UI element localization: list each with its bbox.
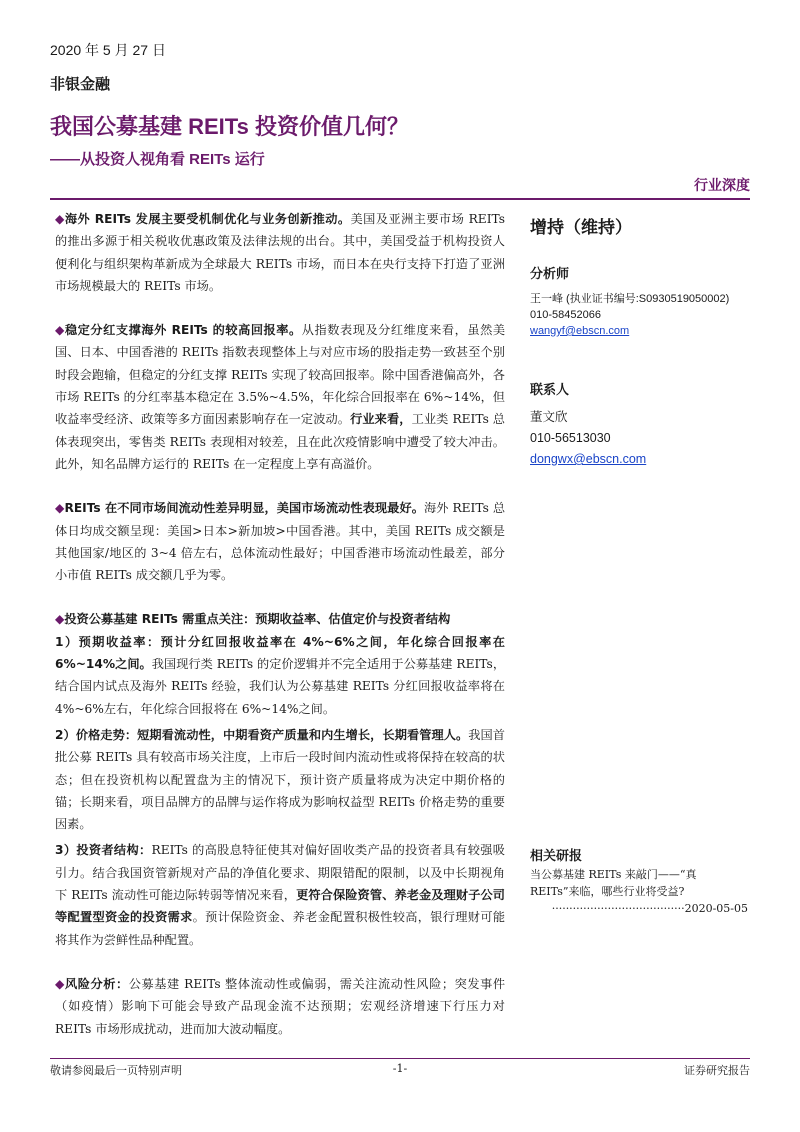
sidebar [530, 213, 760, 470]
sector-label: 非银金融 [50, 76, 111, 93]
paragraph-heading: 海外 REITs 发展主要受机制优化与业务创新推动。 [64, 212, 351, 226]
paragraph-risk [55, 973, 505, 1040]
analyst-phone: 010-58452066 [530, 309, 601, 321]
related-heading: 相关研报 [530, 848, 583, 863]
paragraph-subheading: 行业来看， [350, 412, 412, 427]
footer-divider [50, 1058, 750, 1059]
paragraph-heading: 风险分析： [64, 976, 129, 991]
contact-name: 董文欣 [530, 410, 568, 424]
report-type-label: 行业深度 [694, 177, 750, 193]
paragraph-liquidity [55, 497, 505, 586]
main-body [55, 208, 505, 1062]
report-title: 我国公募基建 REITs 投资价值几何？ [50, 114, 409, 139]
paragraph-text: 公募基建 REITs 整体流动性或偏弱，需关注流动性风险；突发事件（如疫情）影响下可能会导致产品现金流不达预期；宏观经济增速下行压力对 REITs 市场形成扰动，进而加大波动幅度。 [55, 976, 506, 1036]
report-subtitle: ——从投资人视角看 REITs 运行 [50, 151, 265, 168]
paragraph-text: 美国及亚洲主要市场 REITs 的推出多源于相关税收优惠政策及法律法规的出台。其中，美国受益于机构投资人便利化与组织架构革新成为全球最大 REITs 市场，而日本在央行支持下打造了亚洲市场规模最大的 REITs 市场。 [55, 212, 505, 293]
analyst-email-link[interactable]: wangyf@ebscn.com [530, 325, 630, 337]
paragraph-heading: 1）预期收益率：预计分红回报收益率在 4%~6%之间，年化综合回报率在 6%~14%之间。 [55, 634, 505, 672]
bullet-icon: ◆ [55, 323, 65, 338]
paragraph-investor-structure [55, 839, 505, 950]
footer-disclaimer: 敬请参阅最后一页特别声明 [50, 1064, 182, 1077]
header-divider [50, 198, 750, 200]
paragraph-text: 从指数表现及分红维度来看，虽然美国、日本、中国香港的 REITs 指数表现整体上与对应市场的股指走势一致甚至个别时段会跑输，但稳定的分红支撑 REITs 实现了较高回报率。除中国香港偏高外，各市场 REITs 的分红率基本稳定在 3.5%~4.5%，年化综合回报率在 6%~14%，但收益率受经济、政策等多方面因素影响存在一定波动。 [55, 323, 506, 427]
related-reports [530, 845, 748, 917]
related-report-date: ······································2020-05-05 [551, 902, 748, 915]
paragraph-expected-return [55, 631, 505, 720]
paragraph-heading: 2）价格走势：短期看流动性，中期看资产质量和内生增长，长期看管理人。 [55, 727, 469, 742]
analyst-heading: 分析师 [530, 266, 570, 281]
bullet-icon: ◆ [55, 501, 65, 516]
paragraph-text: 我国现行类 REITs 的定价逻辑并不完全适用于公募基建 REITs，结合国内试点及海外 REITs 经验，我们认为公募基建 REITs 分红回报收益率将在 4%~6%左右，年化综合回报将在 6%~14%之间。 [55, 657, 506, 716]
page-number: -1- [392, 1062, 408, 1075]
paragraph-investment-focus [55, 608, 505, 630]
bullet-icon: ◆ [55, 612, 65, 627]
paragraph-dividend-returns [55, 319, 505, 475]
paragraph-text: 工业类 REITs 总体表现突出，零售类 REITs 表现相对较差，且在此次疫情影响中遭受了较大冲击。此外，知名品牌方运行的 REITs 在一定程度上享有高溢价。 [55, 412, 505, 471]
paragraph-heading: 3）投资者结构： [55, 843, 152, 858]
paragraph-text: 。预计保险资金、养老金配置积极性较高，银行理财可能将其作为尝鲜性品种配置。 [55, 910, 506, 947]
contact-email-link[interactable]: dongwx@ebscn.com [530, 452, 647, 466]
contact-phone: 010-56513030 [530, 431, 611, 445]
analyst-name: 王一峰 (执业证书编号:S0930519050002) [530, 293, 730, 305]
paragraph-text: REITs 的高股息特征使其对偏好固收类产品的投资者具有较强吸引力。结合我国资管新规对产品的净值化要求、期限错配的限制，以及中长期视角下 REITs 流动性可能边际转弱等情况来看， [55, 843, 505, 903]
paragraph-heading: 稳定分红支撑海外 REITs 的较高回报率。 [64, 323, 302, 338]
paragraph-heading: REITs 在不同市场间流动性差异明显，美国市场流动性表现最好。 [64, 501, 424, 516]
related-report-title[interactable]: 当公募基建 REITs 来敲门——“真 REITs”来临，哪些行业将受益? [530, 868, 697, 898]
paragraph-highlight: 更符合保险资管、养老金及理财子公司等配置型资金的投资需求 [55, 888, 505, 925]
bullet-icon: ◆ [55, 976, 65, 991]
paragraph-heading: 投资公募基建 REITs 需重点关注：预期收益率、估值定价与投资者结构 [64, 612, 451, 627]
rating-label: 增持（维持） [530, 218, 632, 237]
paragraph-price-trend [55, 724, 505, 835]
paragraph-text: 海外 REITs 总体日均成交额呈现：美国>日本>新加坡>中国香港。其中，美国 REITs 成交额是其他国家/地区的 3~4 倍左右，总体流动性最好；中国香港市场流动性最差，部分小市值 REITs 成交额几乎为零。 [55, 501, 506, 583]
report-date: 2020 年 5 月 27 日 [50, 42, 166, 58]
footer-report-label: 证券研究报告 [684, 1064, 750, 1077]
contact-heading: 联系人 [530, 382, 570, 397]
bullet-icon: ◆ [55, 212, 65, 226]
paragraph-overseas-reits [55, 208, 505, 297]
paragraph-text: 我国首批公募 REITs 具有较高市场关注度，上市后一段时间内流动性或将保持在较高的状态；但在投资机构以配置盘为主的情况下，预计资产质量将成为决定中期价格的锚；长期来看，项目品牌方的品牌与运作将成为影响权益型 REITs 价格走势的重要因素。 [55, 727, 505, 832]
